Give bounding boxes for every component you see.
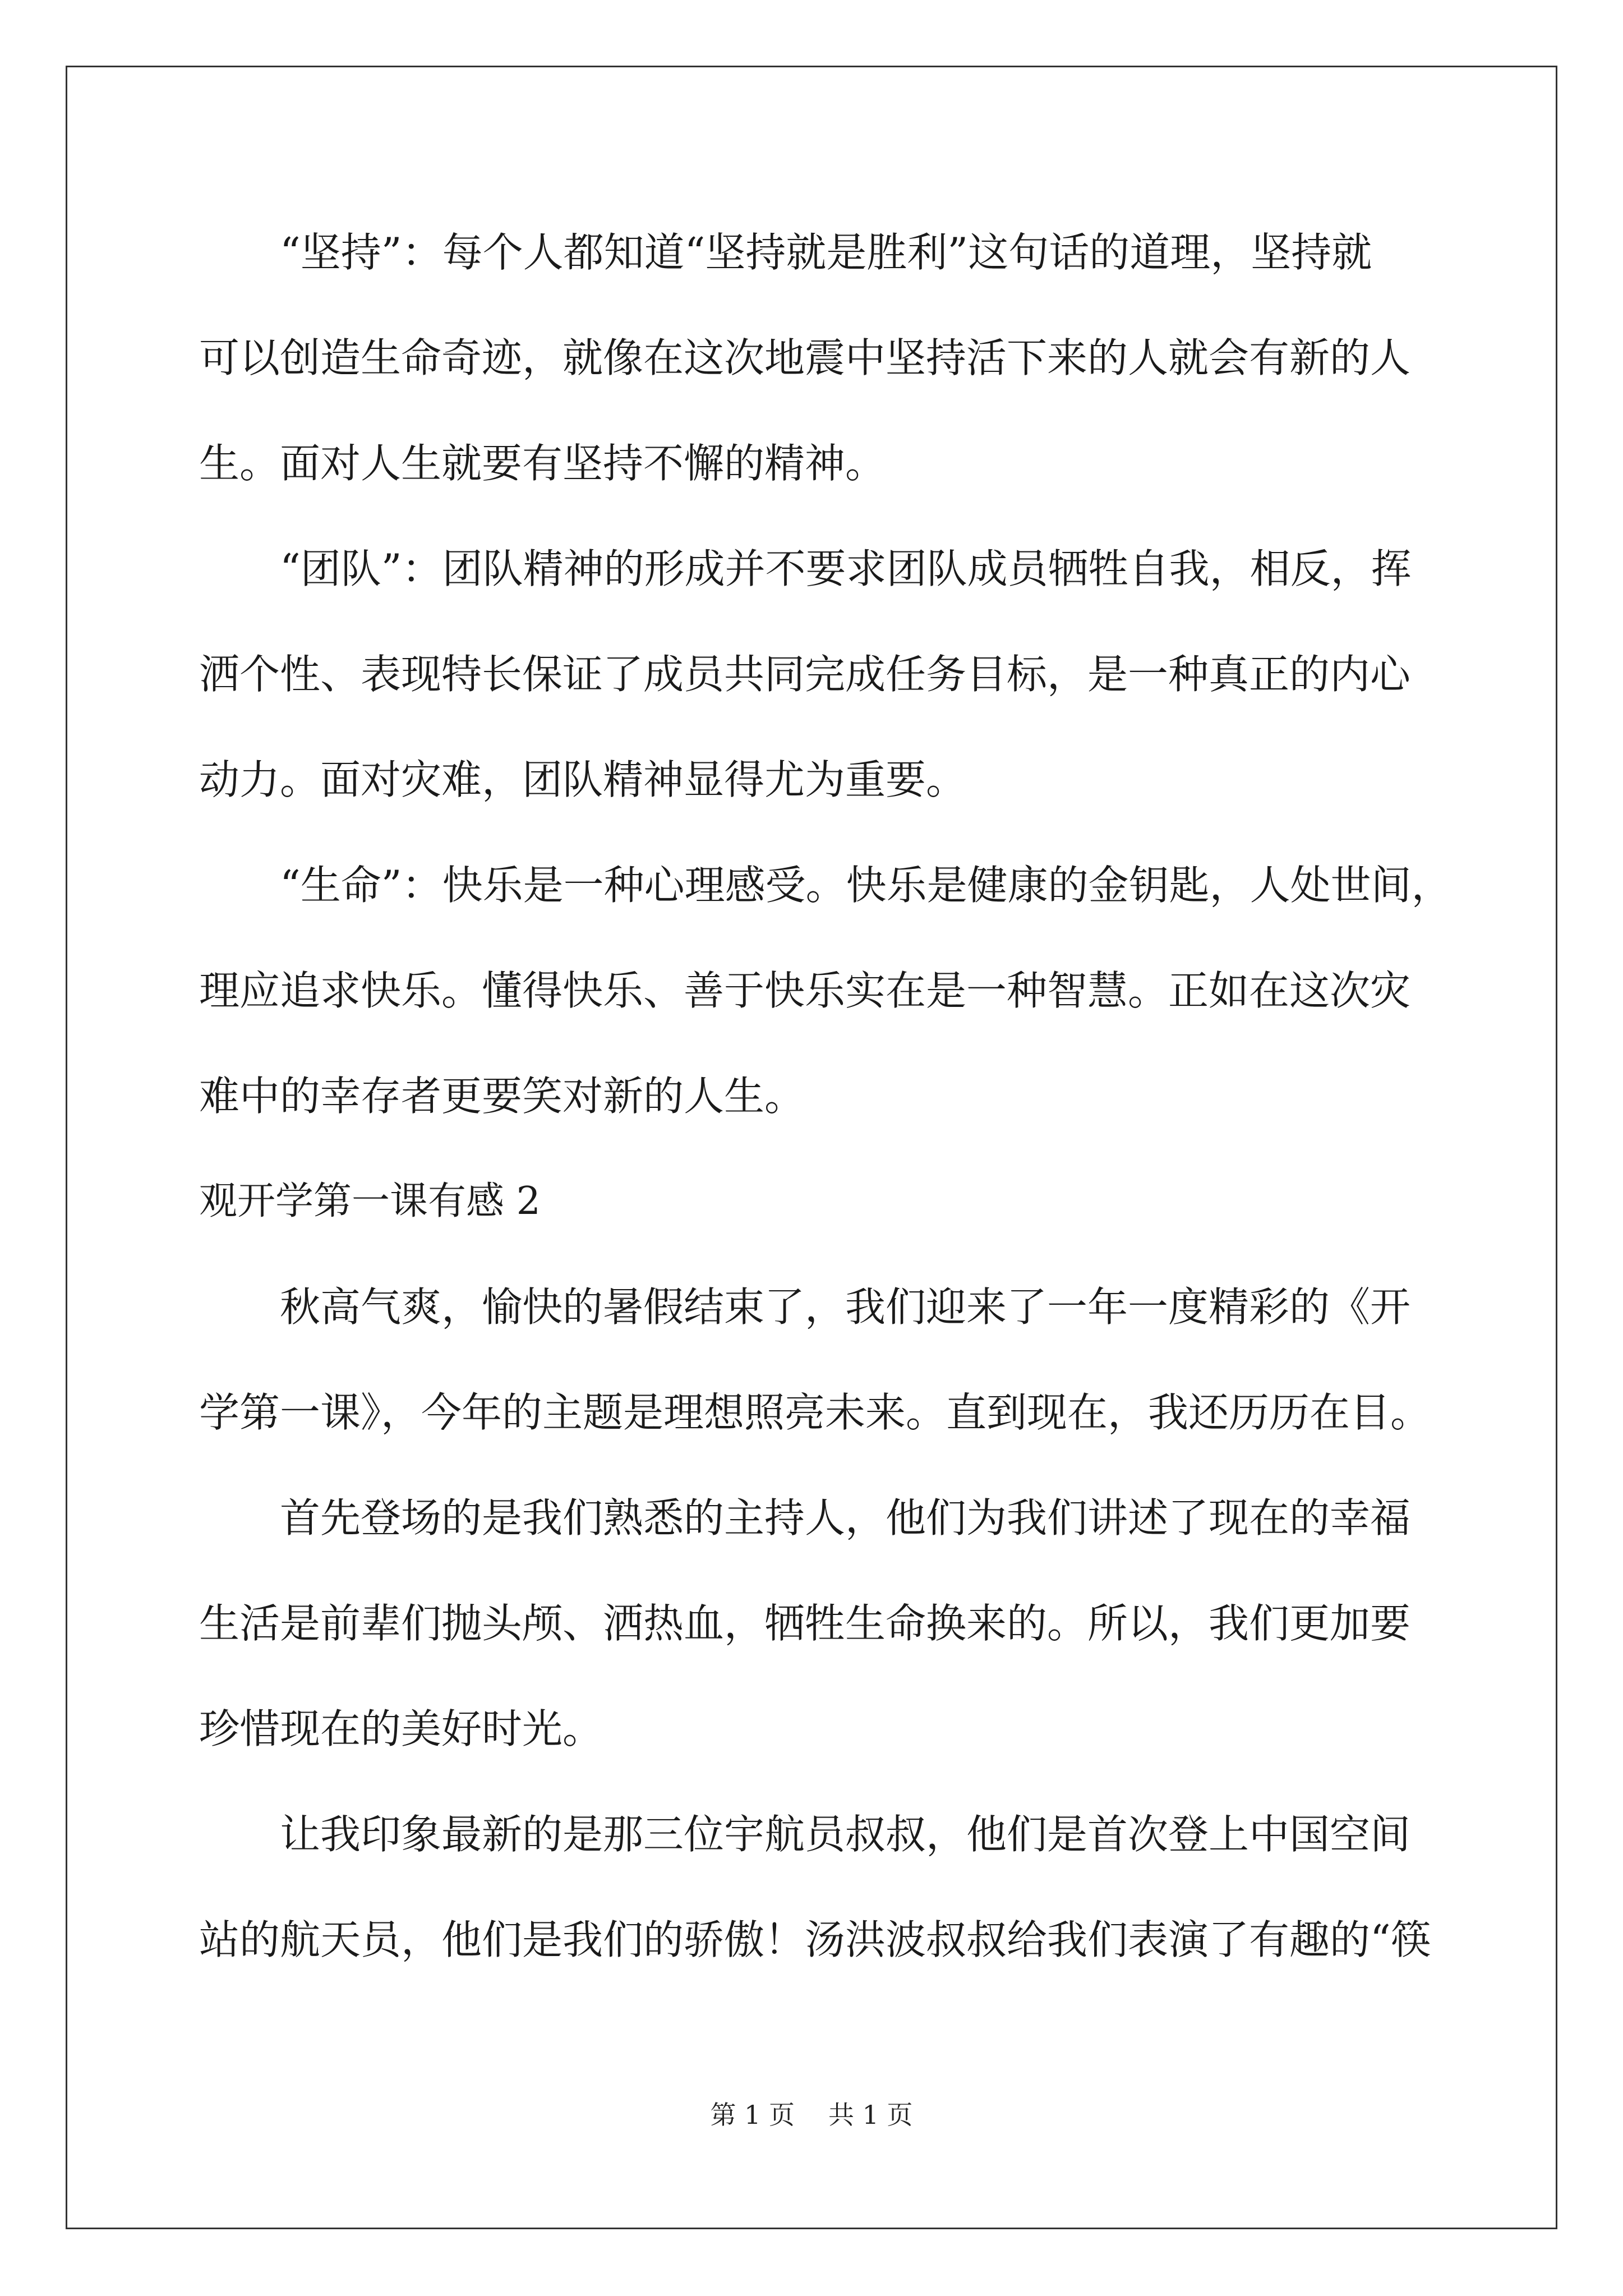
paragraph-line: “坚持”：每个人都知道“坚持就是胜利”这句话的道理，坚持就 — [199, 229, 1372, 276]
paragraph-line: 生。面对人生就要有坚持不懈的精神。 — [199, 440, 886, 487]
paragraph-line: 理应追求快乐。懂得快乐、善于快乐实在是一种智慧。正如在这次灾 — [199, 967, 1411, 1014]
paragraph-line: 珍惜现在的美好时光。 — [199, 1705, 603, 1752]
section-heading: 观开学第一课有感 2 — [199, 1179, 541, 1223]
paragraph-line: 洒个性、表现特长保证了成员共同完成任务目标，是一种真正的内心 — [199, 651, 1411, 698]
page-footer — [0, 2098, 1623, 2132]
paragraph-line: 生活是前辈们抛头颅、洒热血，牺牲生命换来的。所以，我们更加要 — [199, 1600, 1411, 1647]
paragraph-line: 学第一课》，今年的主题是理想照亮未来。直到现在，我还历历在目。 — [199, 1389, 1431, 1436]
paragraph-line: 站的航天员，他们是我们的骄傲！汤洪波叔叔给我们表演了有趣的“筷 — [199, 1916, 1431, 1963]
paragraph-line: 难中的幸存者更要笑对新的人生。 — [199, 1073, 805, 1120]
paragraph-line: 动力。面对灾难，团队精神显得尤为重要。 — [199, 756, 967, 803]
paragraph-line: “生命”：快乐是一种心理感受。快乐是健康的金钥匙，人处世间， — [199, 862, 1452, 909]
page-number: 第 1 页 — [710, 2100, 795, 2130]
paragraph-line: 让我印象最新的是那三位宇航员叔叔，他们是首次登上中国空间 — [199, 1811, 1411, 1858]
paragraph-line: 秋高气爽，愉快的暑假结束了，我们迎来了一年一度精彩的《开 — [199, 1283, 1411, 1331]
paragraph-line: 可以创造生命奇迹，就像在这次地震中坚持活下来的人就会有新的人 — [199, 334, 1411, 381]
paragraph-line: 首先登场的是我们熟悉的主持人，他们为我们讲述了现在的幸福 — [199, 1494, 1411, 1542]
page-border — [66, 66, 1557, 2229]
page-total: 共 1 页 — [828, 2100, 913, 2130]
paragraph-line: “团队”：团队精神的形成并不要求团队成员牺牲自我，相反，挥 — [199, 545, 1412, 592]
